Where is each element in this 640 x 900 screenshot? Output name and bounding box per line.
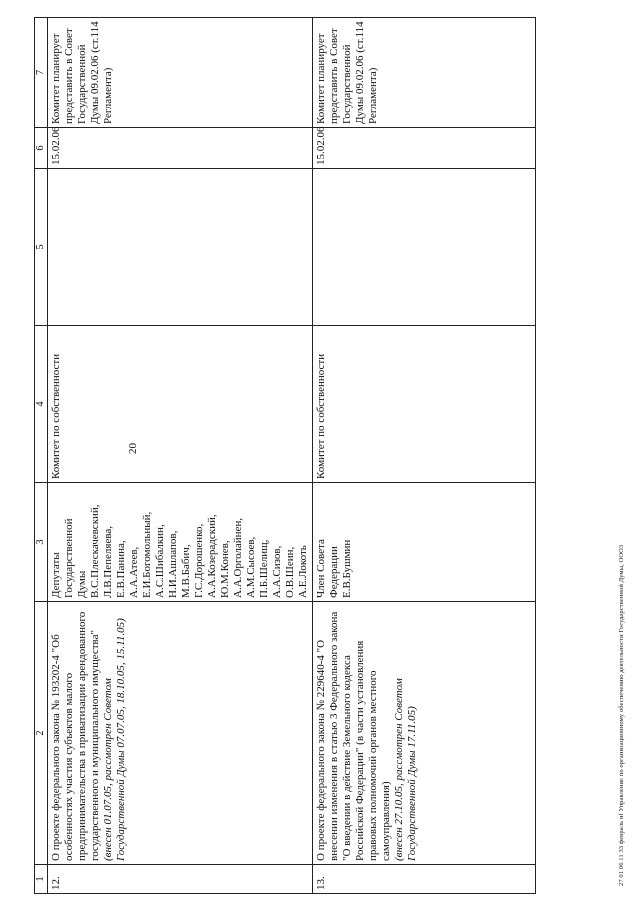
bill-cell <box>313 602 536 865</box>
bills-table <box>34 17 536 894</box>
author-line: Член Совета <box>315 539 327 598</box>
column-header: 6 <box>35 128 48 169</box>
author-line: Е.В.Бушмин <box>341 539 353 598</box>
author-line: Федерации <box>328 546 340 598</box>
column-header: 3 <box>35 483 48 602</box>
page-number: 20 <box>127 443 139 454</box>
author-line: О.В.Шеин, <box>284 546 296 598</box>
author-line: Государственной <box>63 518 75 598</box>
author-line: Е.И.Богомольный, <box>141 511 153 598</box>
footer-imprint: 27 01 06 11 33 февраль нf Управление по организационному обеспечению деятельности Государственной Думы, ООО3 <box>618 544 625 886</box>
author-line: Думы <box>76 570 88 598</box>
author-line: Ю.М.Конев, <box>219 540 231 598</box>
committee-cell: Комитет по собственности <box>313 326 536 483</box>
empty-cell <box>313 169 536 326</box>
date-cell: 15.02.06 <box>48 128 313 169</box>
remark-cell: Комитет планирует представить в Совет Государственной Думы 09.02.06 (ст.114 Регламента) <box>313 18 536 128</box>
column-header: 1 <box>35 865 48 894</box>
author-line: Н.И.Ашлапов, <box>167 530 179 598</box>
row-number: 13. <box>313 865 536 894</box>
column-number-row <box>35 18 48 894</box>
column-header: 2 <box>35 602 48 865</box>
committee-cell: Комитет по собственности <box>48 326 313 483</box>
bill-cell <box>48 602 313 865</box>
authors-cell <box>48 483 313 602</box>
author-line: Л.В.Пепеляева, <box>102 525 114 598</box>
bill-title: О проекте федерального закона № 229640-4 "О внесении изменения в статью 3 Федерального закона "О введении в действие Земельного кодекса Российской Федерации" (в части установления правовых полномочий органов местного самоуправления) <box>315 611 392 861</box>
author-line: М.В.Бабич, <box>180 544 192 598</box>
author-line: А.А.Козерадский, <box>206 514 218 598</box>
author-line: Депутаты <box>50 552 62 598</box>
author-line: А.М.Сысоев, <box>245 536 257 598</box>
author-line: П.Б.Шелищ, <box>258 539 270 598</box>
author-line: А.А.Сизов, <box>271 545 283 598</box>
author-line: В.С.Плескачевский, <box>89 504 101 598</box>
remark-cell: Комитет планирует представить в Совет Государственной Думы 09.02.06 (ст.114 Регламента) <box>48 18 313 128</box>
author-line: А.А.Орголайнен, <box>232 517 244 598</box>
authors-cell <box>313 483 536 602</box>
author-line: Е.В.Панина, <box>115 540 127 598</box>
author-line: Г.С.Дорошенко, <box>193 523 205 598</box>
table-row <box>48 18 313 894</box>
row-number: 12. <box>48 865 313 894</box>
bill-title: О проекте федерального закона № 193202-4 "Об особенностях участия субъектов малого предпринимательства в приватизации арендованного государственного и муниципального имущества" <box>50 611 101 861</box>
table-row <box>313 18 536 894</box>
empty-cell <box>48 169 313 326</box>
date-cell: 15.02.06 <box>313 128 536 169</box>
column-header: 7 <box>35 18 48 128</box>
column-header: 5 <box>35 169 48 326</box>
column-header: 4 <box>35 326 48 483</box>
bill-note: (внесен 01.07.05, рассмотрен Советом Государственной Думы 07.07.05, 18.10.05, 15.11.05) <box>102 618 127 861</box>
author-line: А.С.Шибалкин, <box>154 524 166 598</box>
bill-note: (внесен 27.10.05, рассмотрен Советом Государственной Думы 17.11.05) <box>393 678 418 861</box>
author-line: А.А.Атеев, <box>128 546 140 598</box>
author-line: А.Е.Локоть <box>297 545 309 598</box>
